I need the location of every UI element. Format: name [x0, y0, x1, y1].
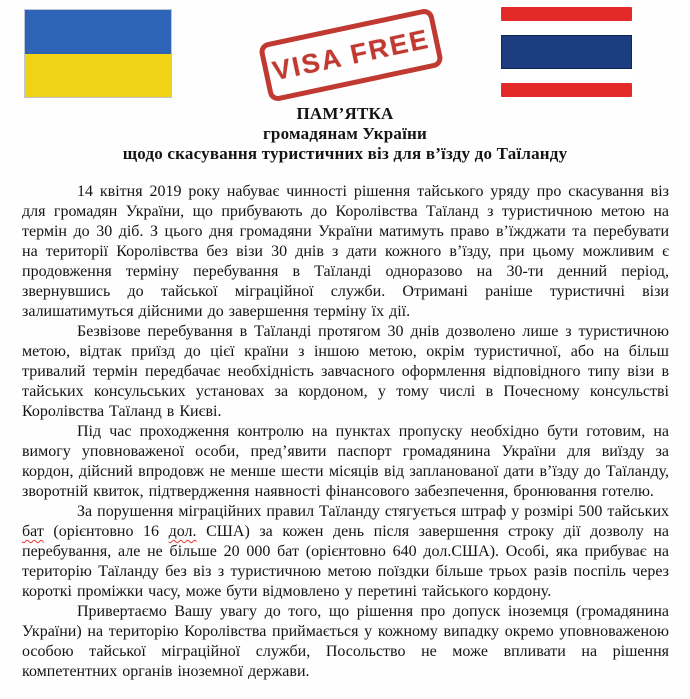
visa-free-stamp — [258, 7, 445, 103]
ukraine-flag-yellow-stripe — [25, 54, 171, 98]
memo-title-audience: громадянам України — [263, 124, 427, 143]
memo-title-block — [0, 104, 690, 164]
memo-title: ПАМ’ЯТКА — [296, 104, 394, 123]
ukraine-flag-blue-stripe — [25, 10, 171, 54]
thailand-flag-red-stripe-top — [501, 7, 632, 21]
paragraph: За порушення міграційних правил Таїланду стягується штраф у розмірі 500 тайських бат (орієнтовно 16 дол. США) за кожен день після завершення строку дії дозволу на перебування, але не більше 20 000 бат (орієнтовно 640 дол.США). Особі, яка прибуває на територію Таїланду без віз з туристичною метою поїздки більше трьох разів поспіль через короткі проміжки часу, може бути відмовлено у перетині тайського кордону. — [22, 503, 670, 600]
document-body — [22, 182, 669, 682]
thailand-flag-red-stripe-bottom — [501, 83, 632, 97]
paragraph: Привертаємо Вашу увагу до того, що рішення про допуск іноземця (громадянина України) на територію Королівства приймається у кожному випадку окремо уповноваженою особою тайської міграційної служби, Посольство не може впливати на рішення компетентних органів іноземної держави. — [22, 603, 669, 680]
spellcheck-word: дол. — [168, 523, 197, 540]
visa-free-stamp-text: VISA FREE — [269, 23, 433, 86]
paragraph: Безвізове перебування в Таїланді протягом 30 днів дозволено лише з туристичною метою, відтак приїзд до цієї країни з іншою метою, окрім туристичної, або на більш тривалий термін передбачає необхідність завчасного оформлення відповідного типу візи в тайських консульських установах за кордоном, у тому числі в Почесному консульстві Королівства Таїланд в Києві. — [22, 323, 669, 420]
thailand-flag-blue-stripe — [501, 35, 632, 69]
ukraine-flag-icon — [25, 10, 171, 97]
thailand-flag-white-stripe-top — [501, 21, 632, 35]
thailand-flag-white-stripe-bottom — [501, 69, 632, 83]
spellcheck-word: бат — [22, 523, 44, 540]
paragraph: 14 квітня 2019 року набуває чинності рішення тайського уряду про скасування віз для громадян України, що прибувають до Королівства Таїланд з туристичною метою на термін до 30 діб. З цього дня громадяни України матимуть право в’їжджати та перебувати на території Королівства без візи 30 днів з дати кожного в’їзду, при цьому можливим є продовження терміну перебування в Таїланді одноразово на 30-ти денний період, звернувшись до тайської міграційної служби. Отримані раніше туристичні візи залишатимуться дійсними до завершення терміну їх дії. — [22, 183, 669, 320]
paragraph: Під час проходження контролю на пунктах пропуску необхідно бути готовим, на вимогу уповноваженої особи, пред’явити паспорт громадянина України для виїзду за кордон, дійсний впродовж не менше шести місяців від запланованої дати в’їзду до Таїланду, зворотній квиток, підтвердження наявності фінансового забезпечення, бронювання готелю. — [22, 423, 669, 500]
thailand-flag-icon — [501, 7, 632, 97]
memo-title-subject: щодо скасування туристичних віз для в’їзду до Таїланду — [122, 144, 568, 163]
